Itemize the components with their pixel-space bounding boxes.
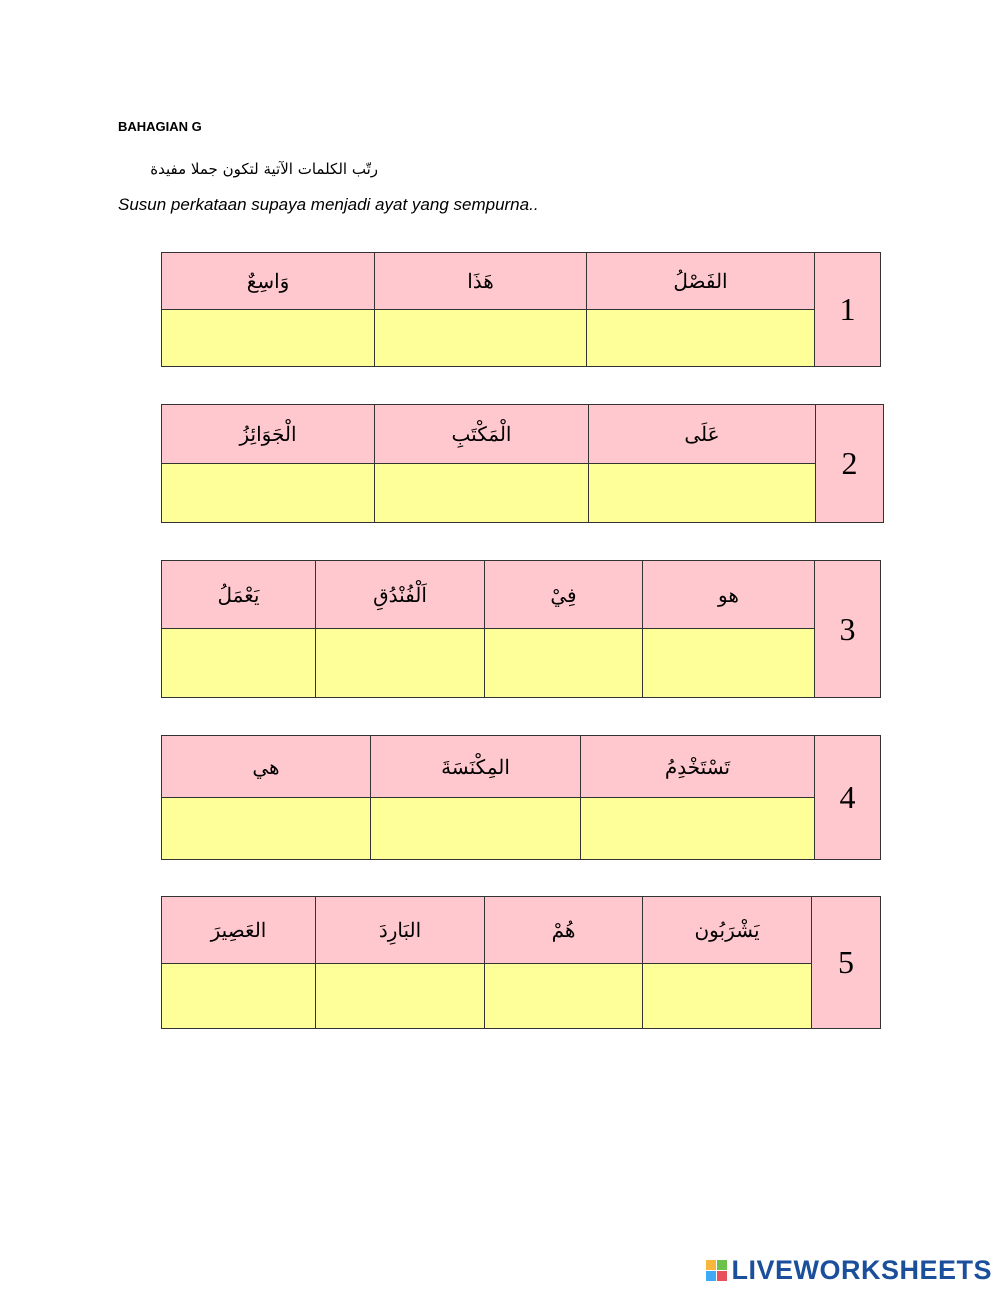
word-tile[interactable]: هو xyxy=(643,561,815,629)
instruction-arabic: رتّب الكلمات الآتية لتكون جملا مفيدة xyxy=(150,160,378,178)
word-tile[interactable]: الْمَكْتَبِ xyxy=(375,405,589,464)
word-tile[interactable]: عَلَى xyxy=(589,405,816,464)
word-tile[interactable]: العَصِيرَ xyxy=(162,897,316,964)
word-tile[interactable]: البَارِدَ xyxy=(316,897,485,964)
answer-slot[interactable] xyxy=(316,964,485,1029)
word-tile[interactable]: هَذَا xyxy=(375,253,587,310)
word-tile[interactable]: وَاسِعٌ xyxy=(162,253,375,310)
answer-slot[interactable] xyxy=(316,629,485,698)
word-tile[interactable]: اَلْفُنْدُقِ xyxy=(316,561,485,629)
answer-slot[interactable] xyxy=(162,310,375,367)
answer-slot[interactable] xyxy=(162,964,316,1029)
brand-name: LIVEWORKSHEETS xyxy=(731,1254,992,1285)
liveworksheets-brand[interactable] xyxy=(706,1255,992,1285)
section-heading: BAHAGIAN G xyxy=(118,119,202,134)
instruction-malay: Susun perkataan supaya menjadi ayat yang sempurna.. xyxy=(118,195,539,214)
question-number: 2 xyxy=(816,405,884,523)
answer-slot[interactable] xyxy=(643,629,815,698)
question-number: 5 xyxy=(812,897,881,1029)
liveworksheets-logo-icon xyxy=(706,1260,727,1281)
word-tile[interactable]: الْجَوَائِزُ xyxy=(162,405,375,464)
question-number: 1 xyxy=(815,253,881,367)
word-tile[interactable]: المِكْنَسَةَ xyxy=(371,736,581,798)
question-4-table xyxy=(161,735,881,860)
question-5-table xyxy=(161,896,881,1029)
answer-slot[interactable] xyxy=(371,798,581,860)
question-3-table xyxy=(161,560,881,698)
answer-slot[interactable] xyxy=(162,629,316,698)
answer-slot[interactable] xyxy=(581,798,815,860)
question-2-table xyxy=(161,404,884,523)
word-tile[interactable]: يَشْرَبُون xyxy=(643,897,812,964)
answer-slot[interactable] xyxy=(375,464,589,523)
answer-slot[interactable] xyxy=(643,964,812,1029)
answer-slot[interactable] xyxy=(587,310,815,367)
word-tile[interactable]: يَعْمَلُ xyxy=(162,561,316,629)
answer-slot[interactable] xyxy=(375,310,587,367)
answer-slot[interactable] xyxy=(485,629,643,698)
word-tile[interactable]: هُمْ xyxy=(485,897,643,964)
question-1-table xyxy=(161,252,881,367)
answer-slot[interactable] xyxy=(162,464,375,523)
word-tile[interactable]: فِيْ xyxy=(485,561,643,629)
word-tile[interactable]: الفَصْلُ xyxy=(587,253,815,310)
answer-slot[interactable] xyxy=(589,464,816,523)
question-number: 3 xyxy=(815,561,881,698)
answer-slot[interactable] xyxy=(485,964,643,1029)
word-tile[interactable]: هي xyxy=(162,736,371,798)
word-tile[interactable]: تَسْتَخْدِمُ xyxy=(581,736,815,798)
question-number: 4 xyxy=(815,736,881,860)
answer-slot[interactable] xyxy=(162,798,371,860)
